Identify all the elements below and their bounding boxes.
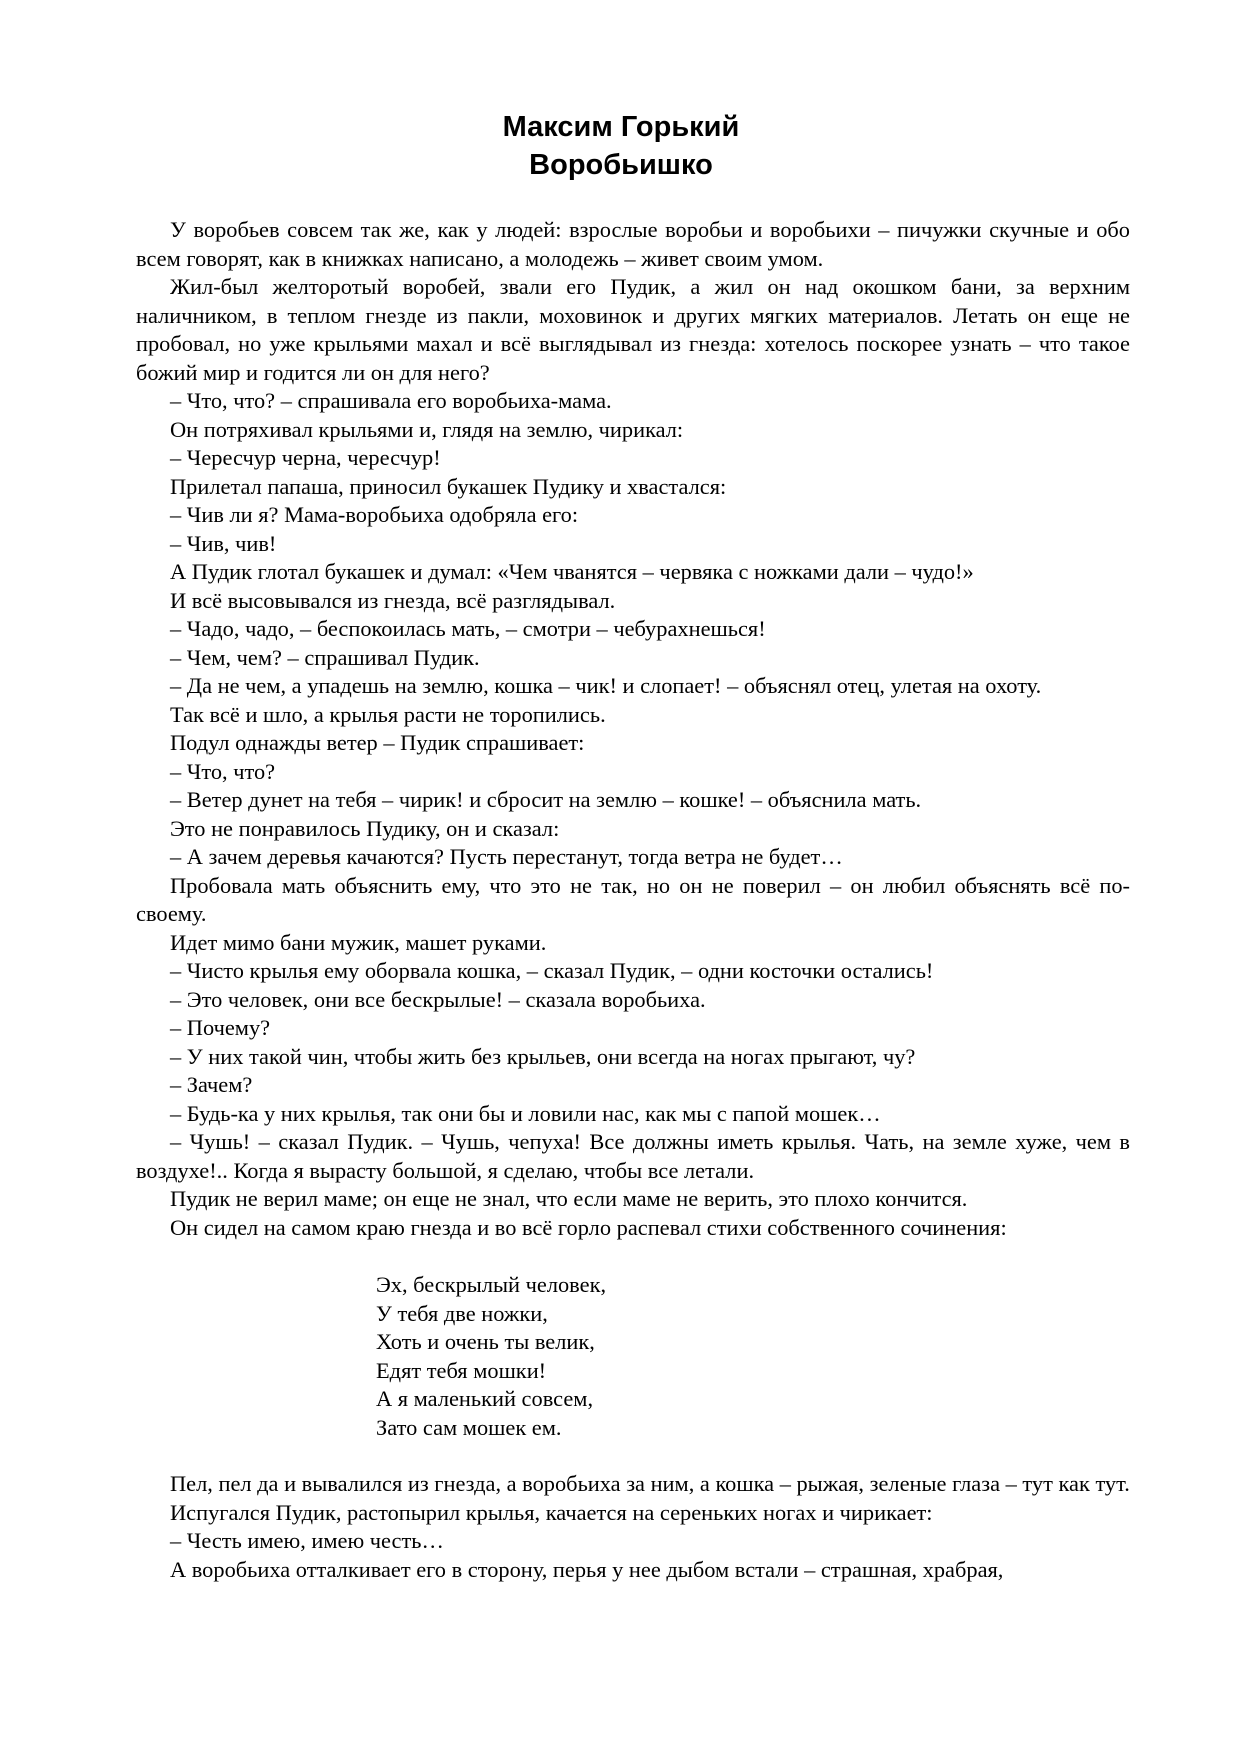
poem-line: А я маленький совсем,	[376, 1386, 594, 1411]
author-name: Максим Горький	[502, 111, 740, 143]
paragraph: А воробьиха отталкивает его в сторону, перья у нее дыбом встали – страшная, храбрая,	[170, 1556, 1004, 1582]
paragraph: Пел, пел да и вывалился из гнезда, а воробьиха за ним, а кошка – рыжая, зеленые глаза – тут как тут.	[170, 1471, 1130, 1496]
story-text	[136, 216, 1130, 1584]
paragraph: – У них такой чин, чтобы жить без крыльев, они всегда на ногах прыгают, чу?	[170, 1043, 916, 1069]
paragraph: – Чересчур черна, чересчур!	[170, 445, 441, 470]
paragraph: А Пудик глотал букашек и думал: «Чем чванятся – червяка с ножками дали – чудо!»	[170, 559, 974, 584]
paragraph: – Будь-ка у них крылья, так они бы и ловили нас, как мы с папой мошек…	[170, 1100, 881, 1126]
paragraphs-before-poem	[136, 216, 1130, 1242]
title-block	[0, 108, 1242, 184]
paragraph: Пробовала мать объяснить ему, что это не так, но он не поверил – он любил объяснять всё по-своему.	[136, 872, 1130, 926]
paragraph: – Чив ли я? Мама-воробьиха одобряла его:	[170, 502, 579, 527]
paragraph: И всё высовывался из гнезда, всё разглядывал.	[170, 587, 616, 613]
paragraph: Пудик не верил маме; он еще не знал, что если маме не верить, это плохо кончится.	[170, 1186, 968, 1211]
paragraph: Испугался Пудик, растопырил крылья, качается на сереньких ногах и чирикает:	[170, 1499, 933, 1525]
paragraph: Жил-был желторотый воробей, звали его Пудик, а жил он над окошком бани, за верхним наличником, в теплом гнезде из пакли, моховинок и других мягких материалов. Летать он еще не пробовал, но уже крыльями махал и всё выглядывал из гнезда: хотелось поскорее узнать – что такое божий мир и годится ли он для него?	[136, 274, 1130, 385]
paragraph: – Чадо, чадо, – беспокоилась мать, – смотри – чебурахнешься!	[170, 616, 766, 641]
paragraph: Он сидел на самом краю гнезда и во всё горло распевал стихи собственного сочинения:	[170, 1214, 1007, 1240]
poem-line: У тебя две ножки,	[376, 1300, 548, 1326]
paragraph: – Это человек, они все бескрылые! – сказала воробьиха.	[170, 986, 706, 1012]
paragraph: – Чушь! – сказал Пудик. – Чушь, чепуха! Все должны иметь крылья. Чать, на земле хуже, чем в воздухе!.. Когда я вырасту большой, я сделаю, чтобы все летали.	[136, 1129, 1130, 1183]
poem-line: Хоть и очень ты велик,	[376, 1329, 595, 1354]
paragraph: – Чив, чив!	[170, 530, 277, 556]
paragraph: – Что, что?	[170, 758, 276, 784]
story-title: Воробьишко	[529, 149, 713, 181]
paragraph: – Почему?	[170, 1015, 271, 1040]
paragraph: Идет мимо бани мужик, машет руками.	[170, 929, 547, 955]
paragraph: Это не понравилось Пудику, он и сказал:	[170, 815, 560, 841]
paragraph: – Зачем?	[170, 1072, 253, 1097]
poem	[136, 1271, 1130, 1442]
paragraph: Так всё и шло, а крылья расти не торопились.	[170, 701, 606, 727]
paragraph: Прилетал папаша, приносил букашек Пудику и хвастался:	[170, 473, 727, 499]
paragraph: Он потряхивал крыльями и, глядя на землю, чирикал:	[170, 416, 684, 442]
poem-line: Эх, бескрылый человек,	[376, 1272, 607, 1297]
paragraphs-after-poem	[136, 1470, 1130, 1584]
paragraph: – Да не чем, а упадешь на землю, кошка – чик! и слопает! – объяснял отец, улетая на охоту.	[170, 673, 1042, 698]
paragraph: – А зачем деревья качаются? Пусть перестанут, тогда ветра не будет…	[170, 844, 843, 869]
poem-line: Зато сам мошек ем.	[376, 1414, 562, 1440]
poem-line: Едят тебя мошки!	[376, 1357, 547, 1383]
paragraph: Подул однажды ветер – Пудик спрашивает:	[170, 730, 585, 755]
paragraph: – Ветер дунет на тебя – чирик! и сбросит на землю – кошке! – объяснила мать.	[170, 787, 922, 812]
paragraph: – Что, что? – спрашивала его воробьиха-мама.	[170, 388, 612, 413]
paragraph: – Чисто крылья ему оборвала кошка, – сказал Пудик, – одни косточки остались!	[170, 958, 934, 983]
paragraph: – Честь имею, имею честь…	[170, 1528, 444, 1553]
paragraph: – Чем, чем? – спрашивал Пудик.	[170, 644, 480, 670]
paragraph: У воробьев совсем так же, как у людей: взрослые воробьи и воробьихи – пичужки скучные и обо всем говорят, как в книжках написано, а молодежь – живет своим умом.	[136, 217, 1130, 271]
